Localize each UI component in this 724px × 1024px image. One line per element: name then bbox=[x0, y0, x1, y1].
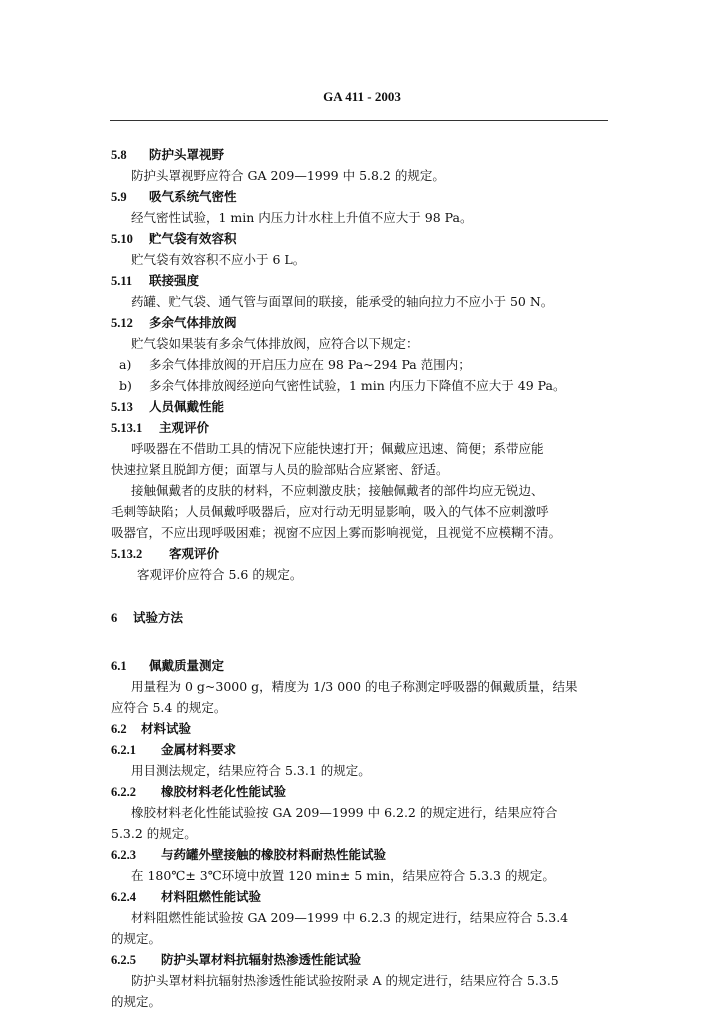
spacer bbox=[111, 585, 616, 607]
section-number: 6.2.3 bbox=[111, 848, 136, 862]
heading-5-13-1 bbox=[111, 417, 616, 438]
paragraph: 药罐、贮气袋、通气管与面罩间的联接，能承受的轴向拉力不应小于 50 N。 bbox=[131, 294, 554, 309]
list-marker: b) bbox=[119, 378, 132, 393]
list-marker: a) bbox=[119, 357, 132, 372]
section-title: 橡胶材料老化性能试验 bbox=[161, 784, 287, 799]
list-item bbox=[111, 375, 616, 396]
section-title: 材料试验 bbox=[141, 721, 192, 736]
section-number: 6.2.4 bbox=[111, 890, 136, 904]
list-item bbox=[111, 354, 616, 375]
section-number: 6.2 bbox=[111, 722, 127, 736]
heading-6 bbox=[111, 607, 616, 628]
document-body bbox=[111, 144, 616, 1012]
paragraph-line: 的规定。 bbox=[111, 931, 162, 946]
section-title: 防护头罩视野 bbox=[149, 147, 225, 162]
paragraph: 防护头罩视野应符合 GA 209—1999 中 5.8.2 的规定。 bbox=[131, 168, 445, 183]
section-title: 吸气系统气密性 bbox=[149, 189, 237, 204]
paragraph-line: 呼吸器在不借助工具的情况下应能快速打开；佩戴应迅速、简便；系带应能 bbox=[131, 441, 544, 456]
paragraph-line: 材料阻燃性能试验按 GA 209—1999 中 6.2.3 的规定进行，结果应符合 5.3.4 bbox=[131, 910, 569, 925]
spacer bbox=[111, 628, 616, 655]
heading-6-1 bbox=[111, 655, 616, 676]
paragraph: 经气密性试验，1 min 内压力计水柱上升值不应大于 98 Pa。 bbox=[131, 210, 473, 225]
section-number: 6.2.2 bbox=[111, 785, 136, 799]
page-header-doc-number: GA 411 - 2003 bbox=[323, 89, 401, 104]
heading-5-13 bbox=[111, 396, 616, 417]
paragraph-line: 应符合 5.4 的规定。 bbox=[111, 700, 227, 715]
section-number: 5.8 bbox=[111, 148, 127, 162]
heading-5-11 bbox=[111, 270, 616, 291]
section-number: 5.13.2 bbox=[111, 547, 143, 561]
heading-6-2-3 bbox=[111, 844, 616, 865]
section-number: 5.9 bbox=[111, 190, 127, 204]
heading-5-10 bbox=[111, 228, 616, 249]
paragraph-line: 接触佩戴者的皮肤的材料，不应刺激皮肤；接触佩戴者的部件均应无锐边、 bbox=[131, 483, 544, 498]
section-number: 6.2.1 bbox=[111, 743, 136, 757]
section-title: 佩戴质量测定 bbox=[149, 658, 225, 673]
section-number: 6.1 bbox=[111, 659, 127, 673]
heading-5-9 bbox=[111, 186, 616, 207]
paragraph-line: 毛刺等缺陷；人员佩戴呼吸器后，应对行动无明显影响，吸入的气体不应刺激呼 bbox=[111, 504, 549, 519]
heading-6-2 bbox=[111, 718, 616, 739]
paragraph: 在 180℃± 3℃环境中放置 120 min± 5 min，结果应符合 5.3.3 的规定。 bbox=[131, 868, 555, 883]
list-text: 多余气体排放阀经逆向气密性试验，1 min 内压力下降值不应大于 49 Pa。 bbox=[149, 378, 566, 393]
paragraph-line: 防护头罩材料抗辐射热渗透性能试验按附录 A 的规定进行，结果应符合 5.3.5 bbox=[131, 973, 559, 988]
section-title: 人员佩戴性能 bbox=[149, 399, 225, 414]
section-title: 试验方法 bbox=[133, 610, 184, 625]
heading-5-13-2 bbox=[111, 543, 616, 564]
section-title: 多余气体排放阀 bbox=[149, 315, 237, 330]
heading-6-2-1 bbox=[111, 739, 616, 760]
paragraph-line: 橡胶材料老化性能试验按 GA 209—1999 中 6.2.2 的规定进行，结果应符合 bbox=[131, 805, 558, 820]
heading-5-12 bbox=[111, 312, 616, 333]
heading-6-2-4 bbox=[111, 886, 616, 907]
paragraph-line: 吸器官，不应出现呼吸困难；视窗不应因上雾而影响视觉，且视觉不应模糊不清。 bbox=[111, 525, 562, 540]
paragraph: 用目测法规定，结果应符合 5.3.1 的规定。 bbox=[131, 763, 371, 778]
heading-6-2-2 bbox=[111, 781, 616, 802]
section-title: 材料阻燃性能试验 bbox=[161, 889, 262, 904]
paragraph: 客观评价应符合 5.6 的规定。 bbox=[137, 567, 303, 582]
paragraph-line: 快速拉紧且脱卸方便；面罩与人员的脸部贴合应紧密、舒适。 bbox=[111, 462, 449, 477]
section-title: 防护头罩材料抗辐射热渗透性能试验 bbox=[161, 952, 362, 967]
list-text: 多余气体排放阀的开启压力应在 98 Pa~294 Pa 范围内； bbox=[149, 357, 471, 372]
section-title: 金属材料要求 bbox=[161, 742, 237, 757]
section-title: 主观评价 bbox=[159, 420, 210, 435]
heading-5-8 bbox=[111, 144, 616, 165]
section-title: 客观评价 bbox=[169, 546, 220, 561]
section-number: 5.11 bbox=[111, 274, 133, 288]
section-number: 5.13.1 bbox=[111, 421, 143, 435]
header-rule bbox=[110, 120, 608, 121]
section-number: 6 bbox=[111, 611, 118, 625]
section-title: 联接强度 bbox=[149, 273, 200, 288]
section-number: 5.13 bbox=[111, 400, 133, 414]
section-number: 5.12 bbox=[111, 316, 133, 330]
section-number: 6.2.5 bbox=[111, 953, 136, 967]
paragraph: 贮气袋如果装有多余气体排放阀，应符合以下规定： bbox=[131, 336, 419, 351]
section-title: 与药罐外壁接触的橡胶材料耐热性能试验 bbox=[161, 847, 387, 862]
paragraph: 贮气袋有效容积不应小于 6 L。 bbox=[131, 252, 306, 267]
section-title: 贮气袋有效容积 bbox=[149, 231, 237, 246]
paragraph-line: 的规定。 bbox=[111, 994, 162, 1009]
paragraph-line: 用量程为 0 g~3000 g，精度为 1/3 000 的电子称测定呼吸器的佩戴质量，结果 bbox=[131, 679, 578, 694]
heading-6-2-5 bbox=[111, 949, 616, 970]
section-number: 5.10 bbox=[111, 232, 133, 246]
paragraph-line: 5.3.2 的规定。 bbox=[111, 826, 197, 841]
